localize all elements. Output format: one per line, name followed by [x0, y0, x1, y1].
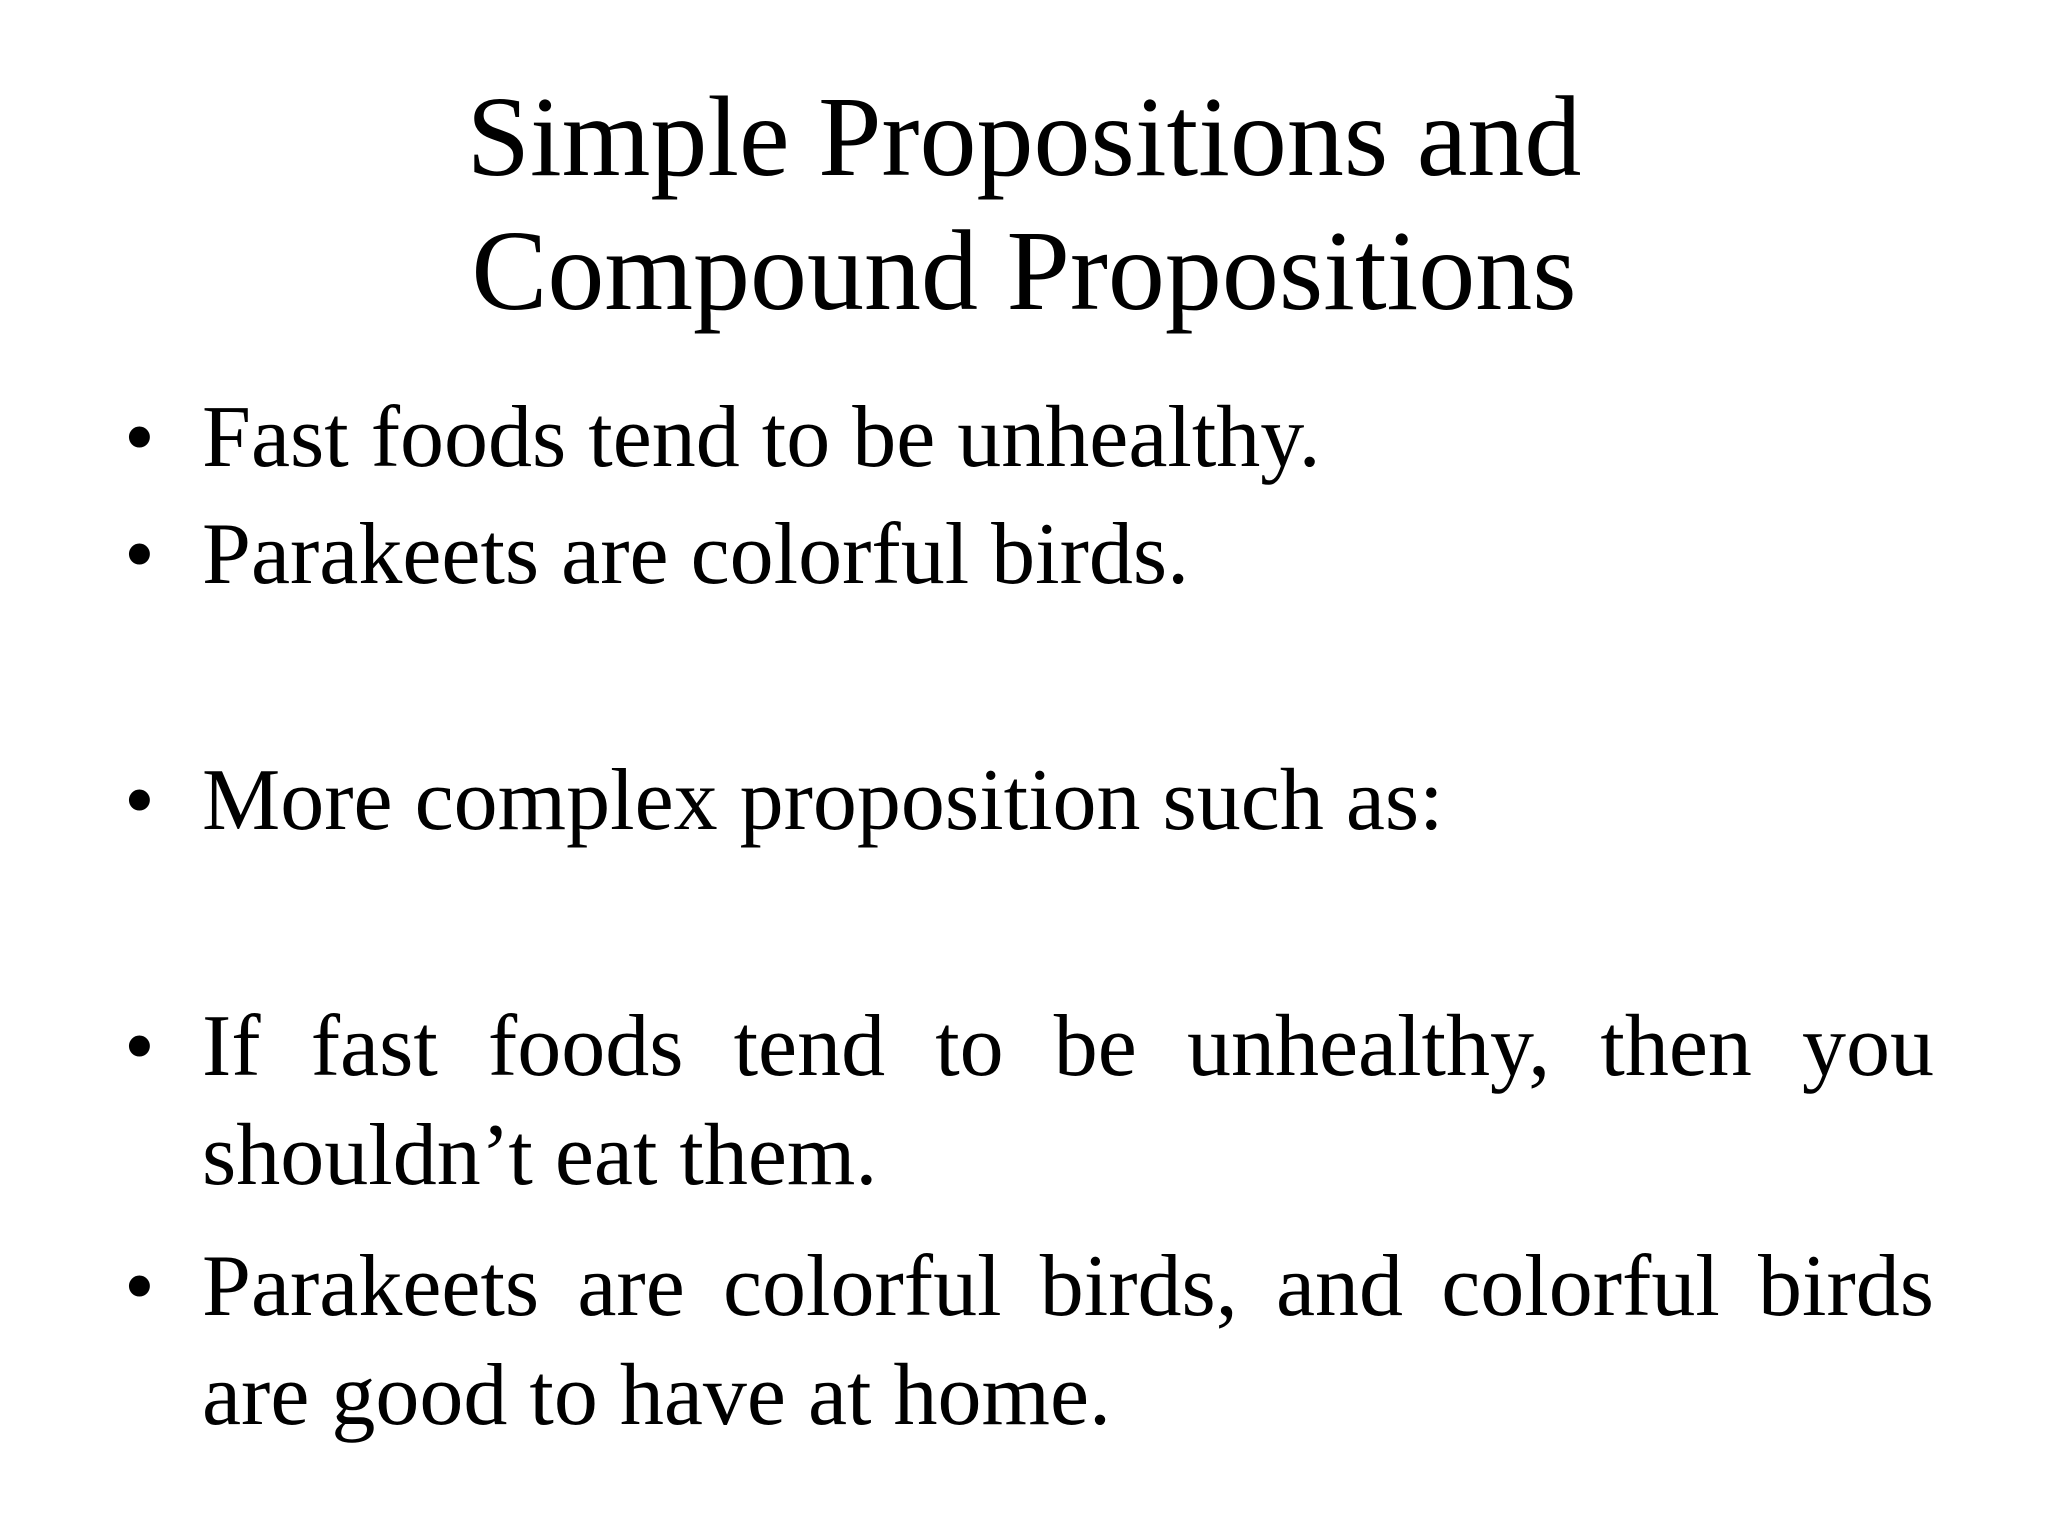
bullet-icon: •: [124, 752, 155, 849]
bullet-icon: •: [124, 389, 155, 486]
bullet-icon: •: [124, 998, 155, 1095]
bullet-icon: •: [124, 1238, 155, 1335]
bullet-text: Parakeets are colorful birds.: [202, 506, 1190, 603]
slide-title-line-1: Simple Propositions and: [466, 73, 1582, 200]
slide-title: [0, 70, 2048, 338]
bullet-text: If fast foods tend to be unhealthy, then you shouldn’t eat them.: [202, 998, 1934, 1204]
bullet-text: Parakeets are colorful birds, and colorful birds are good to have at home.: [202, 1238, 1934, 1444]
bullet-text: More complex proposition such as:: [202, 752, 1444, 849]
slide-title-line-2: Compound Propositions: [471, 207, 1577, 334]
bullet-text: Fast foods tend to be unhealthy.: [202, 389, 1321, 486]
bullet-icon: •: [124, 506, 155, 603]
